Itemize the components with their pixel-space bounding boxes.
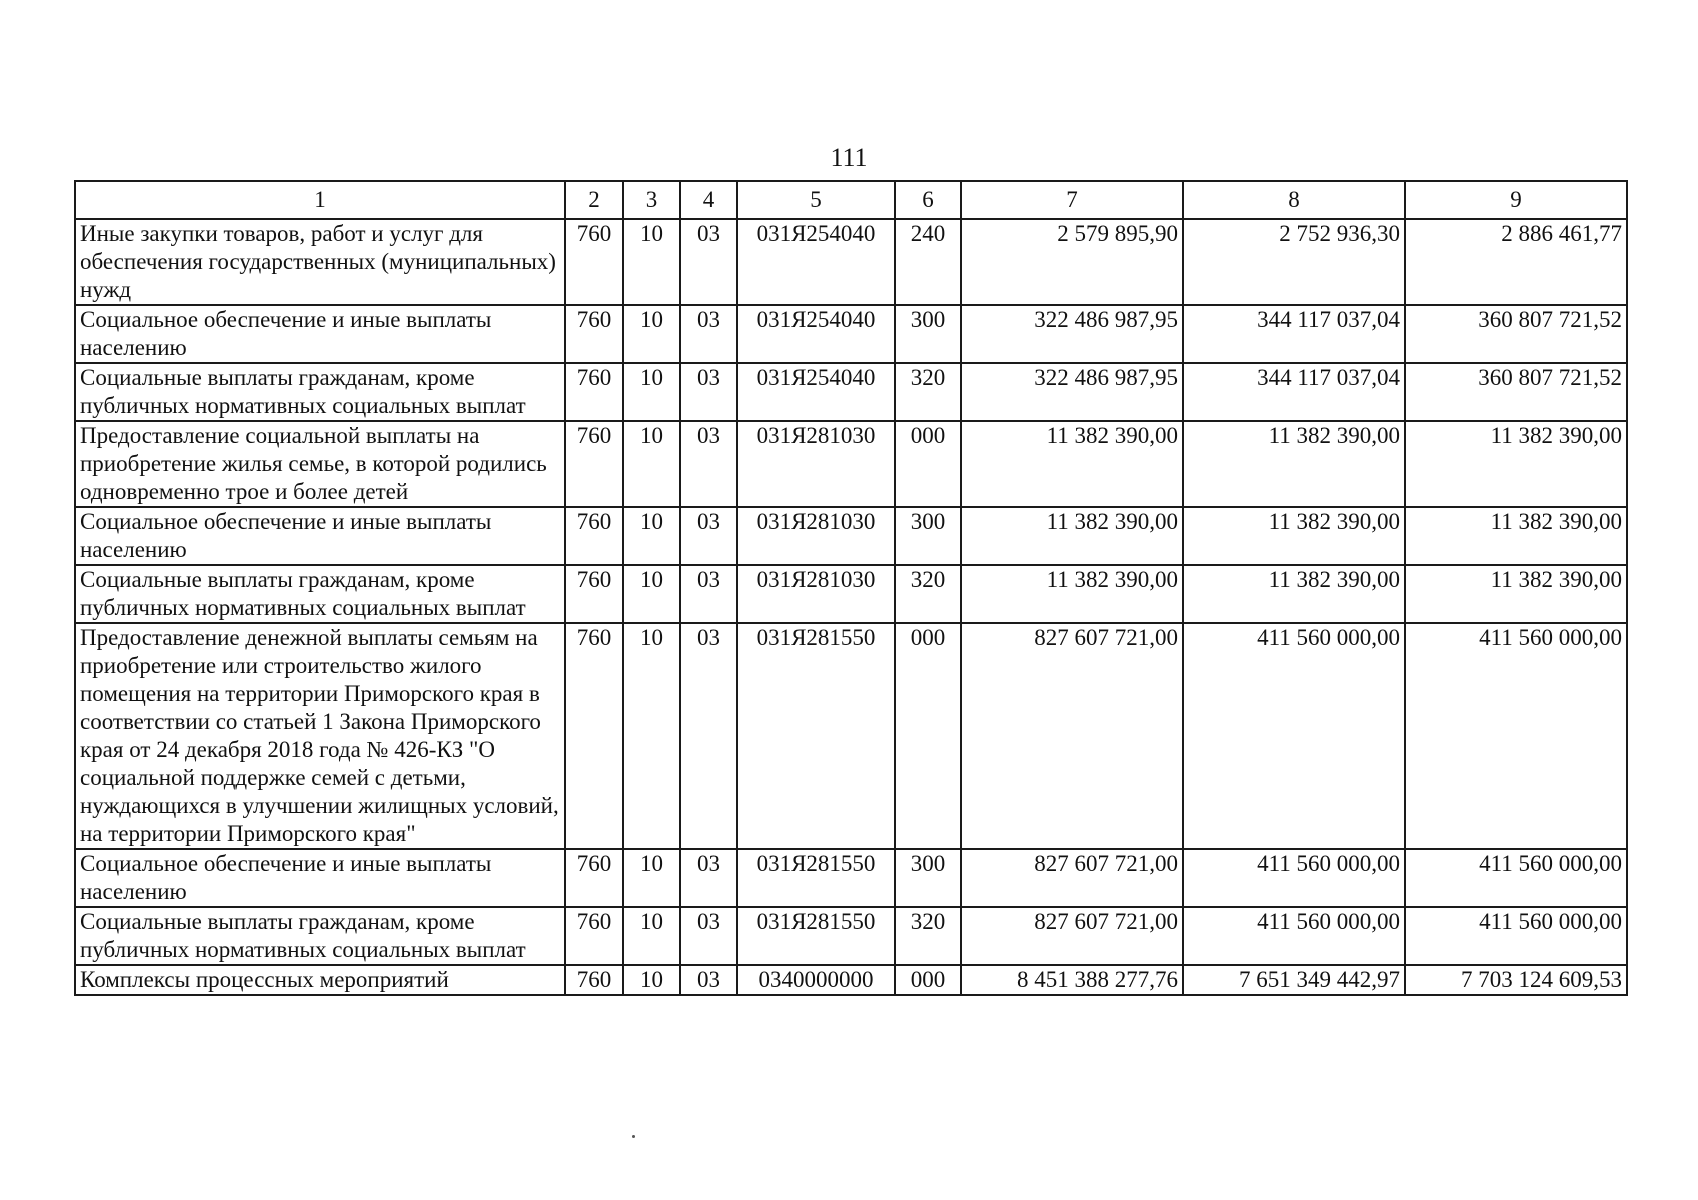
cell-col4: 03 (680, 907, 737, 965)
cell-col4: 03 (680, 849, 737, 907)
cell-col6: 000 (895, 965, 961, 995)
amount-col9: 2 886 461,77 (1405, 219, 1627, 305)
table-row (75, 305, 1627, 363)
table-row (75, 565, 1627, 623)
cell-col3: 10 (623, 421, 680, 507)
amount-col9: 11 382 390,00 (1405, 421, 1627, 507)
cell-col2: 760 (565, 965, 623, 995)
amount-col8: 7 651 349 442,97 (1183, 965, 1405, 995)
cell-col6: 320 (895, 565, 961, 623)
amount-col9: 411 560 000,00 (1405, 907, 1627, 965)
amount-col8: 411 560 000,00 (1183, 907, 1405, 965)
cell-col3: 10 (623, 507, 680, 565)
cell-col4: 03 (680, 507, 737, 565)
cell-col2: 760 (565, 623, 623, 849)
cell-col6: 320 (895, 363, 961, 421)
cell-col5: 031Я281030 (737, 507, 895, 565)
header-row (75, 181, 1627, 219)
cell-col6: 320 (895, 907, 961, 965)
cell-col2: 760 (565, 907, 623, 965)
cell-col6: 000 (895, 623, 961, 849)
cell-col6: 300 (895, 305, 961, 363)
row-name: Комплексы процессных мероприятий (75, 965, 565, 995)
column-header: 1 (75, 181, 565, 219)
cell-col3: 10 (623, 907, 680, 965)
cell-col5: 0340000000 (737, 965, 895, 995)
row-name: Социальные выплаты гражданам, кроме публичных нормативных социальных выплат (75, 565, 565, 623)
amount-col7: 11 382 390,00 (961, 507, 1183, 565)
row-name: Предоставление денежной выплаты семьям на приобретение или строительство жилого помещения на территории Приморского края в соответствии со статьей 1 Закона Приморского края от 24 декабря 2018 года № 426-КЗ "О социальной поддержке семей с детьми, нуждающихся в улучшении жилищных условий, на территории Приморского края" (75, 623, 565, 849)
cell-col6: 000 (895, 421, 961, 507)
cell-col2: 760 (565, 421, 623, 507)
cell-col4: 03 (680, 219, 737, 305)
table-row (75, 507, 1627, 565)
amount-col8: 11 382 390,00 (1183, 507, 1405, 565)
cell-col4: 03 (680, 965, 737, 995)
table-row (75, 849, 1627, 907)
amount-col9: 411 560 000,00 (1405, 623, 1627, 849)
cell-col5: 031Я281550 (737, 623, 895, 849)
cell-col4: 03 (680, 565, 737, 623)
row-name: Социальное обеспечение и иные выплаты населению (75, 849, 565, 907)
row-name: Социальное обеспечение и иные выплаты населению (75, 507, 565, 565)
cell-col2: 760 (565, 849, 623, 907)
cell-col5: 031Я281550 (737, 907, 895, 965)
cell-col6: 300 (895, 507, 961, 565)
cell-col2: 760 (565, 305, 623, 363)
column-header: 8 (1183, 181, 1405, 219)
cell-col3: 10 (623, 219, 680, 305)
amount-col8: 411 560 000,00 (1183, 849, 1405, 907)
budget-table (74, 180, 1628, 996)
cell-col5: 031Я254040 (737, 305, 895, 363)
amount-col8: 344 117 037,04 (1183, 363, 1405, 421)
amount-col9: 11 382 390,00 (1405, 565, 1627, 623)
cell-col5: 031Я281550 (737, 849, 895, 907)
row-name: Иные закупки товаров, работ и услуг для обеспечения государственных (муниципальных) нужд (75, 219, 565, 305)
table-row (75, 219, 1627, 305)
amount-col9: 411 560 000,00 (1405, 849, 1627, 907)
amount-col9: 11 382 390,00 (1405, 507, 1627, 565)
amount-col8: 411 560 000,00 (1183, 623, 1405, 849)
cell-col2: 760 (565, 507, 623, 565)
amount-col7: 827 607 721,00 (961, 849, 1183, 907)
amount-col7: 8 451 388 277,76 (961, 965, 1183, 995)
amount-col9: 360 807 721,52 (1405, 363, 1627, 421)
column-header: 3 (623, 181, 680, 219)
page-number: 111 (830, 143, 868, 172)
row-name: Социальные выплаты гражданам, кроме публичных нормативных социальных выплат (75, 907, 565, 965)
column-header: 7 (961, 181, 1183, 219)
cell-col3: 10 (623, 849, 680, 907)
row-name: Предоставление социальной выплаты на приобретение жилья семье, в которой родились одновременно трое и более детей (75, 421, 565, 507)
row-name: Социальные выплаты гражданам, кроме публичных нормативных социальных выплат (75, 363, 565, 421)
amount-col9: 7 703 124 609,53 (1405, 965, 1627, 995)
cell-col5: 031Я281030 (737, 421, 895, 507)
cell-col3: 10 (623, 965, 680, 995)
cell-col3: 10 (623, 305, 680, 363)
amount-col8: 11 382 390,00 (1183, 421, 1405, 507)
amount-col7: 11 382 390,00 (961, 565, 1183, 623)
cell-col4: 03 (680, 421, 737, 507)
cell-col2: 760 (565, 363, 623, 421)
amount-col8: 344 117 037,04 (1183, 305, 1405, 363)
table-row (75, 623, 1627, 849)
table-row (75, 421, 1627, 507)
cell-col2: 760 (565, 219, 623, 305)
cell-col3: 10 (623, 623, 680, 849)
column-header: 6 (895, 181, 961, 219)
table-row (75, 907, 1627, 965)
amount-col7: 827 607 721,00 (961, 623, 1183, 849)
amount-col7: 2 579 895,90 (961, 219, 1183, 305)
row-name: Социальное обеспечение и иные выплаты населению (75, 305, 565, 363)
table-row (75, 363, 1627, 421)
column-header: 4 (680, 181, 737, 219)
cell-col6: 240 (895, 219, 961, 305)
amount-col9: 360 807 721,52 (1405, 305, 1627, 363)
amount-col8: 11 382 390,00 (1183, 565, 1405, 623)
cell-col4: 03 (680, 305, 737, 363)
cell-col3: 10 (623, 363, 680, 421)
cell-col6: 300 (895, 849, 961, 907)
cell-col4: 03 (680, 623, 737, 849)
scan-speck (632, 1135, 635, 1138)
table-row (75, 965, 1627, 995)
amount-col7: 322 486 987,95 (961, 363, 1183, 421)
cell-col5: 031Я254040 (737, 363, 895, 421)
amount-col8: 2 752 936,30 (1183, 219, 1405, 305)
amount-col7: 11 382 390,00 (961, 421, 1183, 507)
amount-col7: 322 486 987,95 (961, 305, 1183, 363)
column-header: 2 (565, 181, 623, 219)
cell-col2: 760 (565, 565, 623, 623)
amount-col7: 827 607 721,00 (961, 907, 1183, 965)
cell-col4: 03 (680, 363, 737, 421)
column-header: 9 (1405, 181, 1627, 219)
cell-col5: 031Я254040 (737, 219, 895, 305)
cell-col3: 10 (623, 565, 680, 623)
cell-col5: 031Я281030 (737, 565, 895, 623)
column-header: 5 (737, 181, 895, 219)
